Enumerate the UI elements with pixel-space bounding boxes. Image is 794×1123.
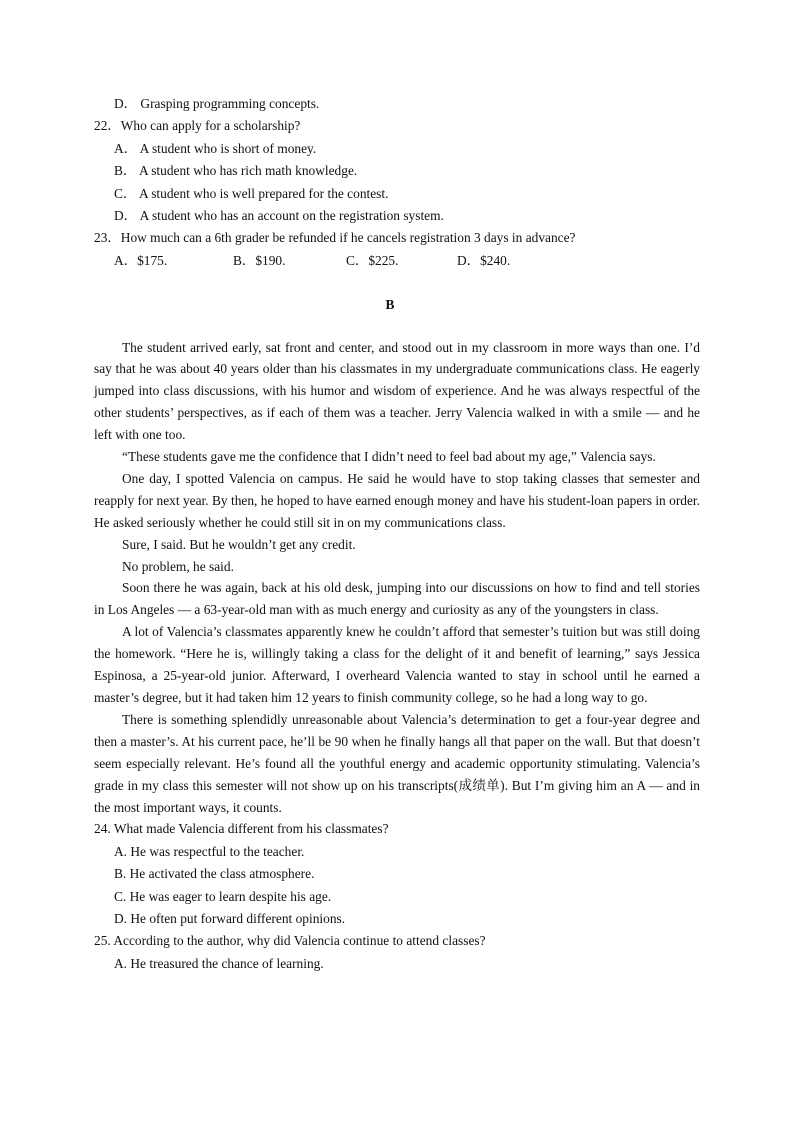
option-label: C． [346, 252, 369, 268]
question-text: How much can a 6th grader be refunded if he cancels registration 3 days in advance? [120, 230, 576, 246]
passage-paragraph-1: The student arrived early, sat front and center, and stood out in my classroom in more ways than one. I’d say that he was about 40 years older than his classmates in my undergraduate communications class. He eagerly jumped into class discussions, with his humor and wisdom of experience. And he was always respectful of the other students’ perspectives, as if each of them was a teacher. Jerry Valencia walked in with a smile — and he left with one too. [94, 339, 700, 443]
passage-paragraph-3: One day, I spotted Valencia on campus. He said he would have to stop taking classes that semester and reapply for next year. By then, he hoped to have earned enough money and have his student-loan papers in order. He asked seriously whether he could still sit in on my communications class. [94, 470, 700, 530]
q22-option-b [94, 160, 700, 182]
option-label: D． [114, 207, 138, 223]
option-label: B． [114, 163, 137, 179]
q25-option-a [94, 953, 700, 975]
q23-option-c [346, 250, 457, 272]
q23-options [94, 250, 700, 272]
option-label: C． [114, 185, 137, 201]
question-number: 22． [94, 118, 121, 134]
question-number: 23． [94, 230, 121, 246]
q21-option-d [94, 93, 700, 115]
option-text: $225. [368, 252, 399, 268]
exam-page [94, 93, 700, 975]
q23-option-d [457, 250, 510, 272]
passage-paragraph-8: There is something splendidly unreasonable about Valencia’s determination to get a four-year degree and then a master’s. At his current pace, he’ll be 90 when he finally hangs all that paper on the wall. But that doesn’t seem especially relevant. He’s found all the youthful energy and academic opportunity stimulating. Valencia’s grade in my class this semester will not show up on his transcripts(成绩单). But I’m giving him an A — and in the most important ways, it counts. [94, 711, 700, 815]
option-label: D． [457, 252, 481, 268]
q22-option-c [94, 183, 700, 205]
question-text: Who can apply for a scholarship? [120, 118, 301, 134]
question-number: 24. [94, 821, 111, 837]
q24-option-b [94, 863, 700, 885]
q22-option-d [94, 205, 700, 227]
option-label: B． [233, 252, 256, 268]
option-text: He was respectful to the teacher. [130, 843, 305, 859]
option-text: A student who is well prepared for the contest. [138, 185, 389, 201]
q24-question [94, 818, 700, 840]
option-text: He activated the class atmosphere. [129, 866, 315, 882]
option-text: He was eager to learn despite his age. [129, 888, 332, 904]
option-text: He often put forward different opinions. [130, 911, 346, 927]
passage-paragraph-7: A lot of Valencia’s classmates apparently knew he couldn’t afford that semester’s tuition but was still doing the homework. “Here he is, willingly taking a class for the delight of it and benefit of learning,” says Jessica Espinosa, a 25-year-old junior. Afterward, I overheard Valencia wanted to stay in school until he earned a master’s degree, but it had taken him 12 years to finish community college, so he had a long way to go. [94, 624, 700, 706]
option-label: D． [114, 96, 138, 111]
option-text: Grasping programming concepts. [140, 96, 320, 111]
option-label: C. [114, 888, 127, 904]
q24-option-a [94, 841, 700, 863]
q22-option-a [94, 138, 700, 160]
passage-paragraph-6: Soon there he was again, back at his old desk, jumping into our discussions on how to find and tell stories in Los Angeles — a 63-year-old man with as much energy and curiosity as any of the youngsters in class. [94, 580, 700, 618]
option-text: $175. [137, 252, 168, 268]
q23-question [94, 227, 700, 249]
question-number: 25. [94, 933, 111, 949]
passage-paragraph-5: No problem, he said. [122, 558, 234, 574]
option-label: A． [114, 252, 138, 268]
question-text: According to the author, why did Valencia continue to attend classes? [113, 933, 486, 949]
question-text: What made Valencia different from his classmates? [113, 821, 389, 837]
q24-option-d [94, 908, 700, 930]
section-b-title: B [385, 297, 395, 313]
q24-option-c [94, 886, 700, 908]
option-text: $240. [480, 252, 511, 268]
q22-question [94, 115, 700, 137]
option-label: B. [114, 866, 127, 882]
option-label: A. [114, 955, 128, 971]
passage-paragraph-2: “These students gave me the confidence that I didn’t need to feel bad about my age,” Valencia says. [122, 449, 656, 465]
passage-paragraph-4: Sure, I said. But he wouldn’t get any credit. [122, 536, 356, 552]
option-label: A. [114, 843, 128, 859]
option-text: A student who is short of money. [139, 140, 317, 156]
option-label: A． [114, 140, 138, 156]
q25-question [94, 930, 700, 952]
option-text: A student who has an account on the registration system. [139, 207, 444, 223]
option-text: He treasured the chance of learning. [130, 955, 324, 971]
q23-option-a [114, 250, 233, 272]
option-label: D. [114, 911, 128, 927]
option-text: $190. [255, 252, 286, 268]
option-text: A student who has rich math knowledge. [138, 163, 358, 179]
q23-option-b [233, 250, 346, 272]
